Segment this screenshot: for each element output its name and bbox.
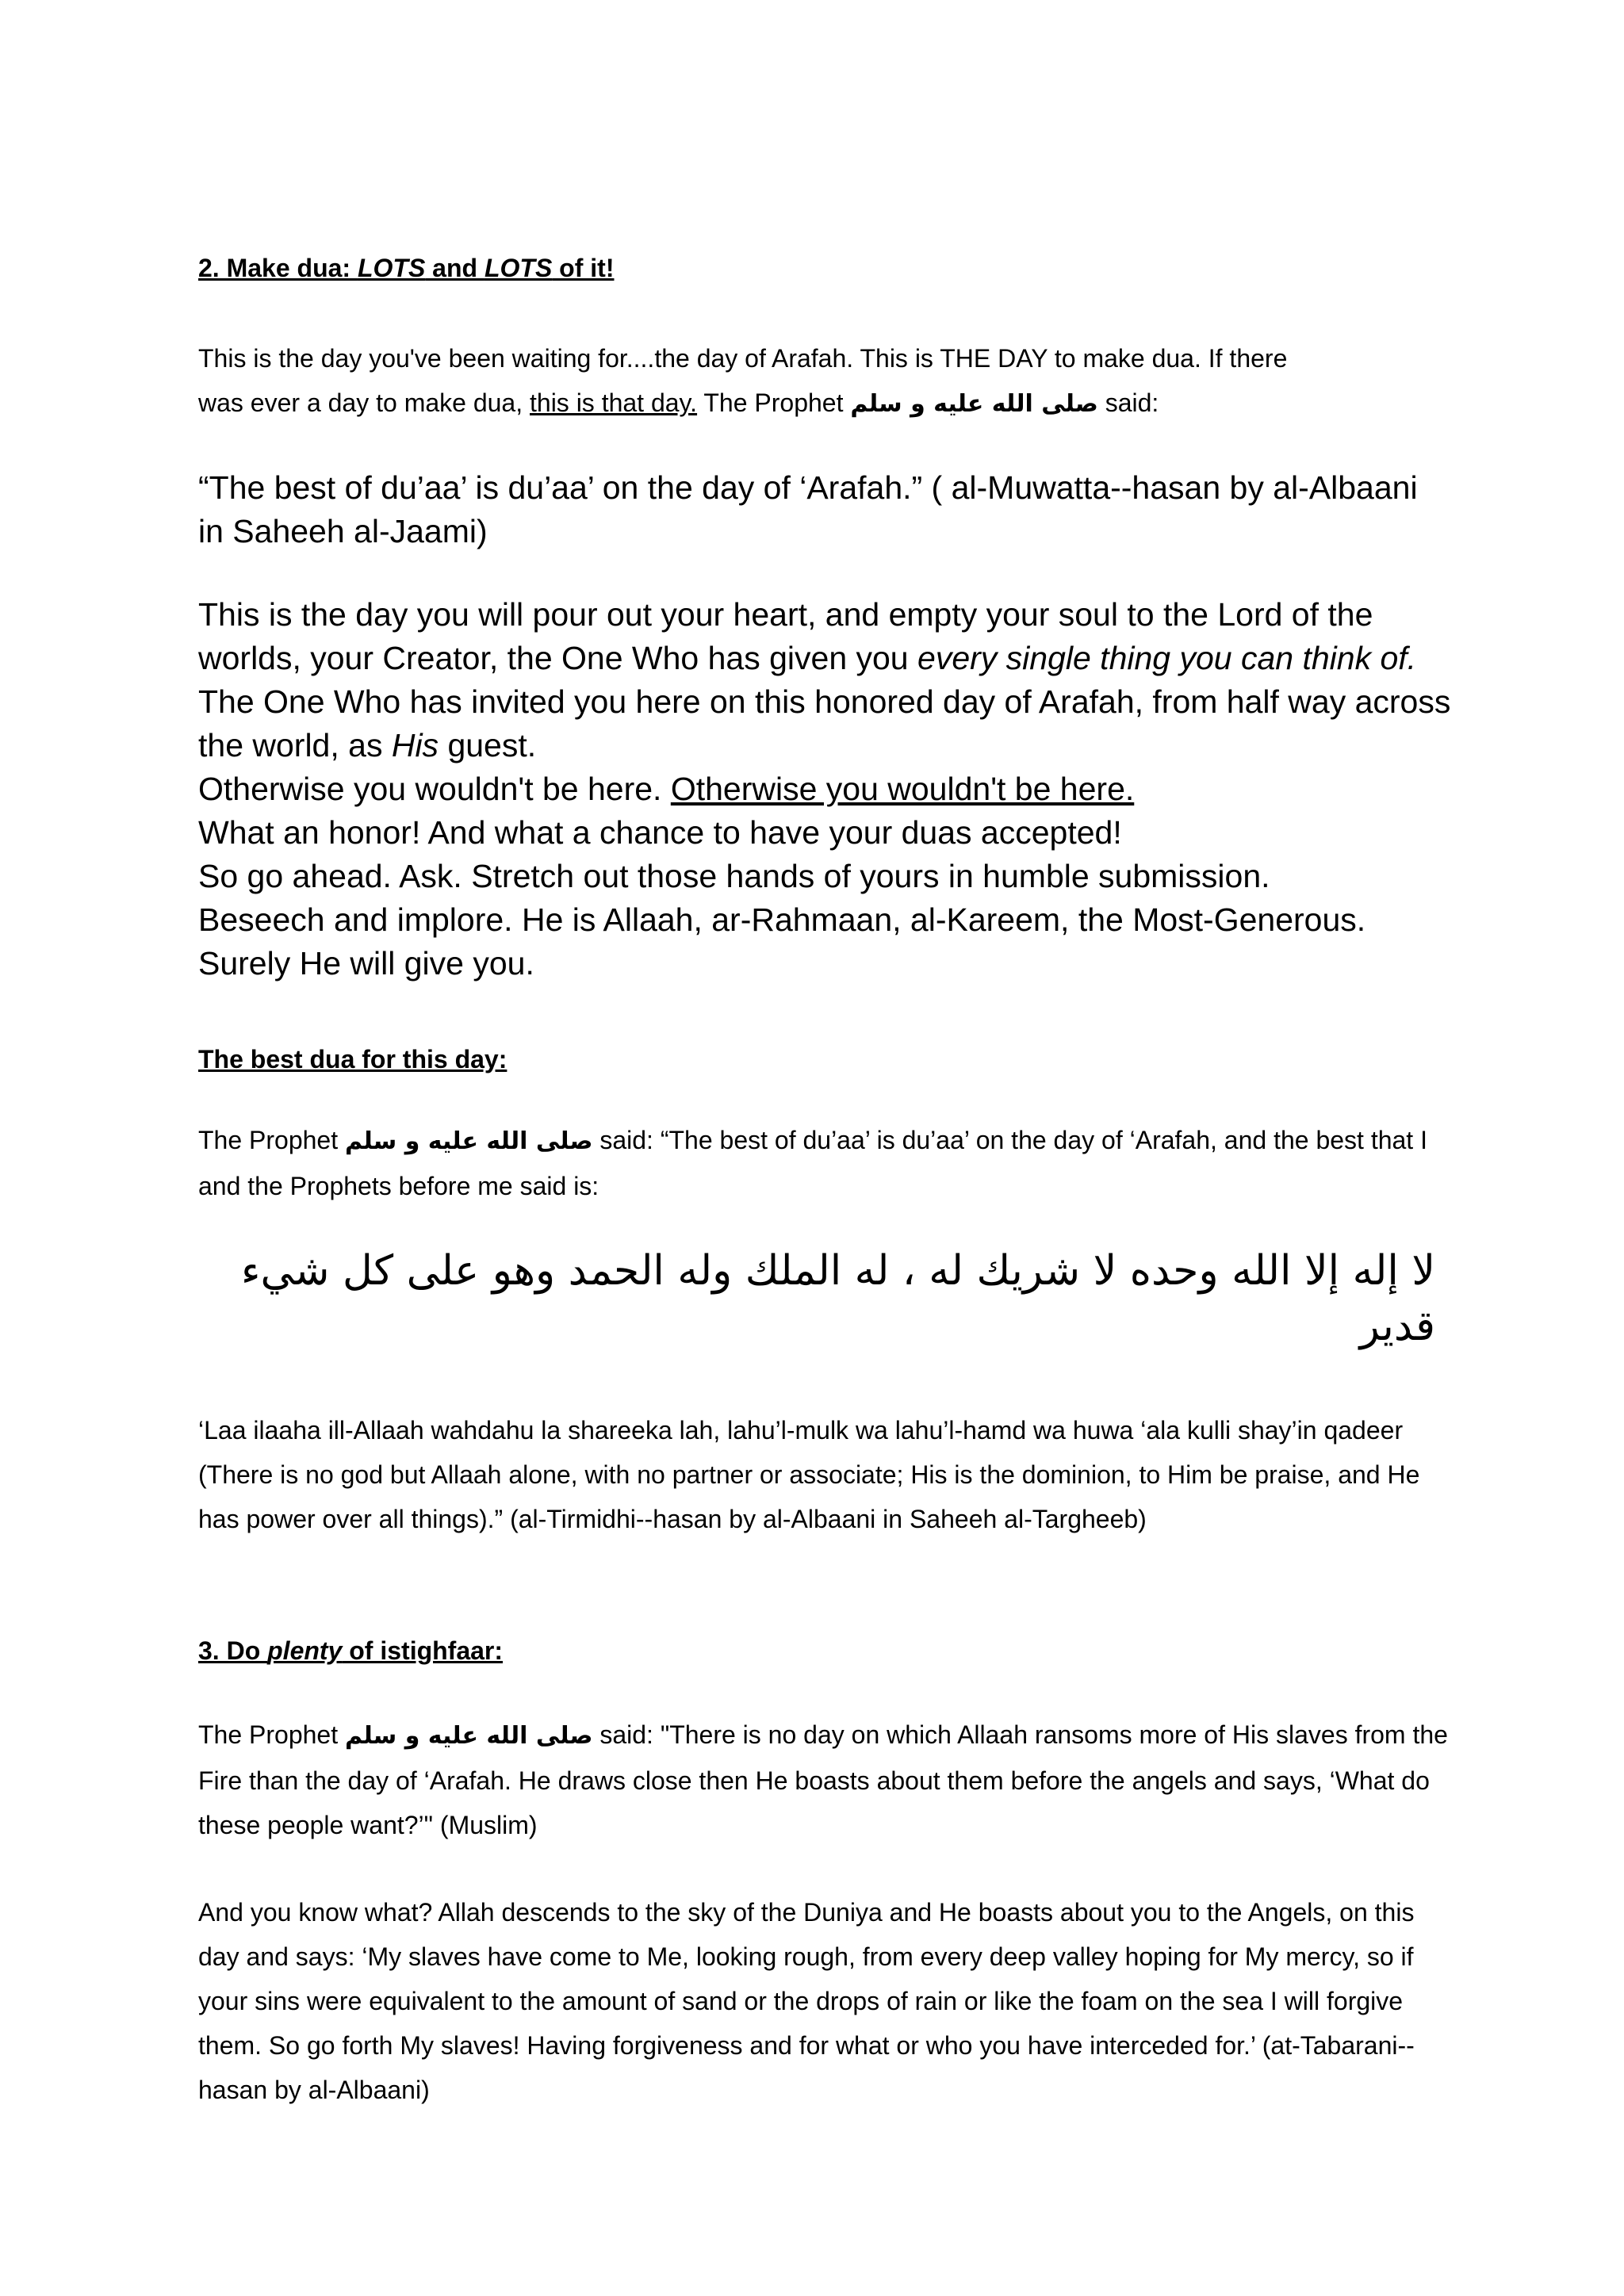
ask-line: So go ahead. Ask. Stretch out those hands of yours in humble submission. — [198, 858, 1270, 894]
intro-line-1: This is the day you've been waiting for....the day of Arafah. This is THE DAY to make dua. If there — [198, 344, 1288, 373]
intro-paragraph — [198, 336, 1451, 427]
best-dua-intro — [198, 1118, 1451, 1208]
dua-transliteration-block — [198, 1408, 1451, 1541]
hadith-text: The Prophet — [198, 1720, 345, 1749]
heading-best-dua: The best dua for this day: — [198, 1045, 508, 1073]
arabic-dua: لا إله إلا الله وحده لا شريك له ، له الملك وله الحمد وهو على كل شيء قدير — [241, 1247, 1435, 1350]
heading-text: 2. Make dua: — [198, 254, 358, 282]
heading-emphasis: LOTS — [484, 254, 553, 282]
heading-text: of istighfaar: — [342, 1636, 504, 1665]
istighfaar-hadith — [198, 1712, 1451, 1847]
heading-make-dua — [198, 252, 1451, 284]
best-dua-hadith — [198, 1118, 1451, 1208]
section-best-dua — [198, 1043, 1451, 1075]
paragraph-text: The One Who has invited you here on this honored day of Arafah, from half way across the world, as — [198, 683, 1451, 763]
dua-transliteration: ‘Laa ilaaha ill-Allaah wahdahu la shareeka lah, lahu’l-mulk wa lahu’l-hamd wa huwa ‘ala kulli shay’in qadeer — [198, 1416, 1404, 1445]
otherwise-line — [198, 767, 1451, 811]
heading-text: 3. Do — [198, 1636, 268, 1665]
beseech-line: Beseech and implore. He is Allaah, ar-Rahmaan, al-Kareem, the Most-Generous. — [198, 901, 1366, 938]
allah-descends-block — [198, 1890, 1451, 2112]
heading-text: of it! — [552, 254, 615, 282]
intro-line-2 — [198, 381, 1451, 427]
salawat-arabic: صلى الله عليه و سلم — [345, 1127, 593, 1155]
dua-translation: (There is no god but Allaah alone, with no partner or associate; His is the dominion, to Him be praise, and He has power over all things).” (al-Tirmidhi--hasan by al-Albaani in Saheeh al-Targheeb) — [198, 1460, 1420, 1533]
surely-line: Surely He will give you. — [198, 945, 534, 982]
pour-heart-paragraph — [198, 593, 1451, 767]
intro-text: The Prophet — [697, 388, 851, 417]
intro-underlined-text: this is that day. — [530, 388, 698, 417]
istighfaar-hadith-block — [198, 1712, 1451, 1847]
heading-text: and — [425, 254, 485, 282]
otherwise-underlined-text: Otherwise you wouldn't be here. — [670, 771, 1135, 807]
honor-line: What an honor! And what a chance to have your duas accepted! — [198, 814, 1122, 851]
paragraph-italic-text: His — [391, 727, 439, 763]
allah-descends-paragraph: And you know what? Allah descends to the sky of the Duniya and He boasts about you to the Angels, on this day and says: ‘My slaves have come to Me, looking rough, from every deep valley hoping for My mercy, so if your sins were equivalent to the amount of sand or the drops of rain or like the foam on the sea I will forgive them. So go forth My slaves! Having forgiveness and for what or who you have interceded for.’ (at-Tabarani--hasan by al-Albaani) — [198, 1898, 1415, 2104]
paragraph-text: This is the day you will pour out your heart, and empty your soul to the Lord of the worlds, your Creator, the One Who has given you — [198, 596, 1373, 676]
main-paragraph — [198, 593, 1451, 985]
hadith-text: said: “The best of du’aa’ is du’aa’ on the day of ‘Arafah, and the best that I and the Prophets before me said is: — [198, 1126, 1427, 1200]
paragraph-italic-text: every single thing you can think of. — [917, 640, 1417, 676]
hadith-text: The Prophet — [198, 1126, 345, 1154]
section-make-dua — [198, 252, 1451, 284]
paragraph-text: guest. — [439, 727, 537, 763]
arabic-dua-block — [198, 1243, 1451, 1354]
heading-emphasis: LOTS — [357, 254, 426, 282]
quote-block — [198, 466, 1451, 553]
intro-text: was ever a day to make dua, — [198, 388, 530, 417]
heading-istighfaar — [198, 1635, 1451, 1667]
intro-text: said: — [1097, 388, 1159, 417]
otherwise-text: Otherwise you wouldn't be here. — [198, 771, 671, 807]
salawat-arabic: صلى الله عليه و سلم — [345, 1722, 593, 1750]
hadith-text: said: "There is no day on which Allaah ransoms more of His slaves from the Fire than the day of ‘Arafah. He draws close then He boasts about them before the angels and says, ‘What do these people want?’" (Muslim) — [198, 1720, 1448, 1839]
section-istighfaar — [198, 1635, 1451, 1667]
quote-text: “The best of du’aa’ is du’aa’ on the day of ‘Arafah.” ( al-Muwatta--hasan by al-Albaani in Saheeh al-Jaami) — [198, 469, 1418, 549]
heading-emphasis: plenty — [267, 1636, 343, 1665]
salawat-arabic: صلى الله عليه و سلم — [850, 390, 1098, 418]
